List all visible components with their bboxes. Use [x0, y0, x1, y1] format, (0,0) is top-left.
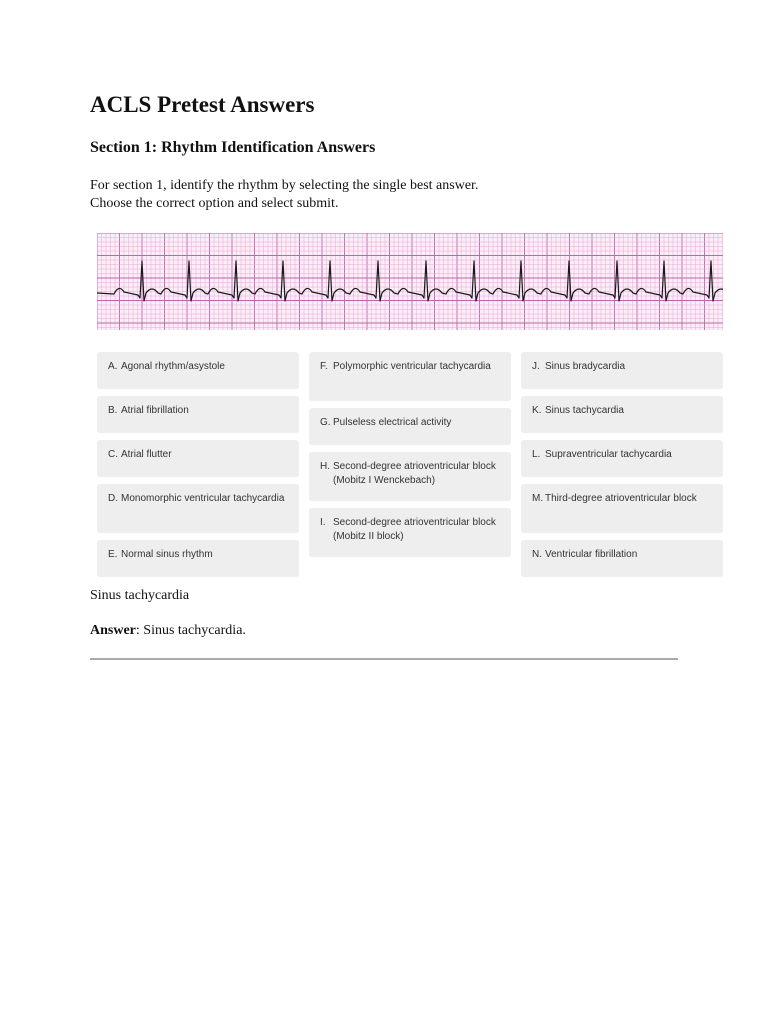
option-c[interactable] [97, 440, 299, 477]
ecg-rhythm-strip [97, 233, 723, 330]
option-n[interactable] [521, 540, 723, 577]
option-label: Sinus tachycardia [545, 405, 624, 416]
instructions [90, 177, 478, 213]
option-m[interactable] [521, 484, 723, 533]
option-d[interactable] [97, 484, 299, 533]
option-label: Second-degree atrioventricular block (Mobitz II block) [333, 517, 496, 542]
option-label: Ventricular fibrillation [545, 549, 638, 560]
option-label: Agonal rhythm/asystole [121, 361, 225, 372]
page-title: ACLS Pretest Answers [90, 92, 315, 117]
option-label: Supraventricular tachycardia [545, 449, 672, 460]
option-g[interactable] [309, 408, 511, 445]
option-b[interactable] [97, 396, 299, 433]
option-letter: E. [108, 549, 118, 560]
option-letter: C. [108, 449, 118, 460]
option-letter: G. [320, 417, 331, 428]
option-label: Normal sinus rhythm [121, 549, 213, 560]
option-letter: N. [532, 549, 542, 560]
option-label: Second-degree atrioventricular block (Mobitz I Wenckebach) [333, 461, 496, 486]
options-column-2 [309, 352, 511, 564]
section-title: Section 1: Rhythm Identification Answers [90, 139, 376, 156]
selected-answer-text: Sinus tachycardia [90, 588, 190, 603]
option-label: Atrial fibrillation [121, 405, 189, 416]
ecg-strip-image [97, 233, 723, 330]
options-column-3 [521, 352, 723, 584]
divider [90, 658, 678, 660]
option-label: Atrial flutter [121, 449, 172, 460]
option-label: Polymorphic ventricular tachycardia [333, 361, 491, 372]
option-label: Pulseless electrical activity [333, 417, 452, 428]
option-f[interactable] [309, 352, 511, 401]
option-letter: H. [320, 461, 330, 472]
option-label: Monomorphic ventricular tachycardia [121, 493, 285, 504]
option-letter: K. [532, 405, 542, 416]
option-j[interactable] [521, 352, 723, 389]
option-letter: I. [320, 517, 326, 528]
option-e[interactable] [97, 540, 299, 577]
option-letter: F. [320, 361, 328, 372]
option-letter: A. [108, 361, 118, 372]
option-h[interactable] [309, 452, 511, 501]
option-l[interactable] [521, 440, 723, 477]
option-letter: D. [108, 493, 118, 504]
option-i[interactable] [309, 508, 511, 557]
instructions-line-1: For section 1, identify the rhythm by selecting the single best answer. [90, 178, 479, 193]
option-letter: J. [532, 361, 540, 372]
option-label: Third-degree atrioventricular block [545, 493, 697, 504]
option-label: Sinus bradycardia [545, 361, 626, 372]
instructions-line-2: Choose the correct option and select submit. [90, 196, 339, 211]
options-column-1 [97, 352, 299, 584]
answer-label: Answer [90, 623, 136, 638]
option-letter: M. [532, 493, 544, 504]
option-a[interactable] [97, 352, 299, 389]
option-letter: L. [532, 449, 541, 460]
answer-value: : Sinus tachycardia. [135, 623, 246, 638]
option-k[interactable] [521, 396, 723, 433]
ecg-paper [97, 233, 723, 330]
option-letter: B. [108, 405, 118, 416]
answer-line [90, 623, 246, 639]
